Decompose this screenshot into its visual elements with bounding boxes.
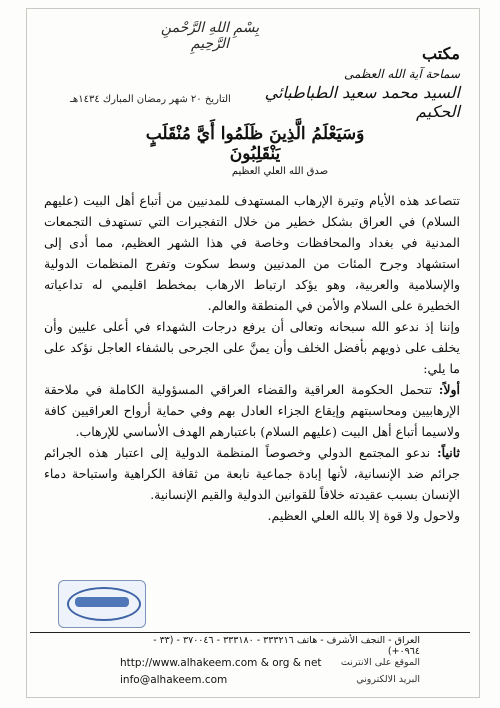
- office-seal-stamp: [58, 580, 146, 628]
- footer-website-label: الموقع على الانترنت: [340, 657, 420, 668]
- item-2: [44, 442, 460, 505]
- footer-address-row: [120, 634, 420, 657]
- footer: [120, 634, 420, 688]
- seal-mark: [75, 597, 129, 607]
- letter-body: [44, 190, 460, 526]
- item-1-text: تتحمل الحكومة العراقية والقضاء العراقي المسؤولية الكاملة في ملاحقة الإرهابيين ومحاسبتهم وإيقاع الجزاء العادل بهم وفي حماية أرواح العراقيين كافة ولاسيما أتباع أهل البيت (عليهم السلام) باعتبارهم الهدف الأساسي للإرهاب.: [44, 382, 460, 439]
- footer-address: العراق - النجف الأشرف - هاتف ٣٣٣٢١٦ - ٣٣٣١٨٠ - ٣٧٠٠٤٦ - (٣٣ - ٠٩٦٤+): [153, 634, 420, 657]
- footer-email-link[interactable]: info@alhakeem.com: [120, 673, 228, 686]
- footer-website-link[interactable]: http://www.alhakeem.com & org & net: [120, 656, 322, 669]
- footer-email-row: [120, 671, 420, 688]
- item-1-lead: أولاً:: [438, 382, 460, 397]
- date-line: التاريخ ٢٠ شهر رمضان المبارك ١٤٣٤هـ: [70, 94, 231, 105]
- office-label: مكتب: [422, 44, 460, 63]
- quran-verse: وَسَيَعْلَمُ الَّذِينَ ظَلَمُوا أَيَّ مُنْقَلَبٍ يَنْقَلِبُونَ: [145, 124, 365, 164]
- footer-divider: [30, 632, 470, 633]
- footer-email-label: البريد الالكتروني: [356, 674, 420, 685]
- item-2-text: ندعو المجتمع الدولي وخصوصاً المنظمة الدولية إلى اعتبار هذه الجرائم جرائم ضد الإنسانية، لأنها إبادة جماعية نابعة من ثقافة الكراهية واستباحة دماء الإنسان بسبب عقيدته خلافاً للقوانين الدولية والقيم الإنسانية.: [44, 445, 460, 502]
- paragraph-2: وإننا إذ ندعو الله سبحانه وتعالى أن يرفع درجات الشهداء في أعلى عليين وأن يخلف على ذويهم بأفضل الخلف وأن يمنَّ على الجرحى بالشفاء العاجل نؤكد على ما يلي:: [44, 319, 460, 376]
- verse-closing: صدق الله العلي العظيم: [231, 166, 329, 177]
- item-1: [44, 379, 460, 442]
- letterhead: [230, 44, 460, 121]
- item-2-lead: ثانياً:: [437, 445, 460, 460]
- paragraph-1: تتصاعد هذه الأيام وتيرة الإرهاب المستهدف للمدنيين من أتباع أهل البيت (عليهم السلام) في العراق بشكل خطير من خلال التفجيرات التي تستهدف التجمعات المدنية في بغداد والمحافظات وخاصة في هذا الشهر العظيم، مما أدى إلى استشهاد وجرح المئات من المدنيين وسط سكوت وتفرج المنظمات الدولية والإسلامية والعربية، وهو يؤكد ارتباط الارهاب بمخطط اقليمي له تداعياته الخطيرة على السلام والأمن في المنطقة والعالم.: [44, 193, 460, 313]
- office-title: سماحة آية الله العظمى: [343, 67, 460, 81]
- footer-website-row: [120, 654, 420, 671]
- closing-line: ولاحول ولا قوة إلا بالله العلي العظيم.: [267, 508, 460, 523]
- basmala: بِسْمِ اللهِ الرَّحْمنِ الرَّحِيمِ: [160, 20, 260, 52]
- office-name: السيد محمد سعيد الطباطبائي الحكيم: [264, 83, 460, 121]
